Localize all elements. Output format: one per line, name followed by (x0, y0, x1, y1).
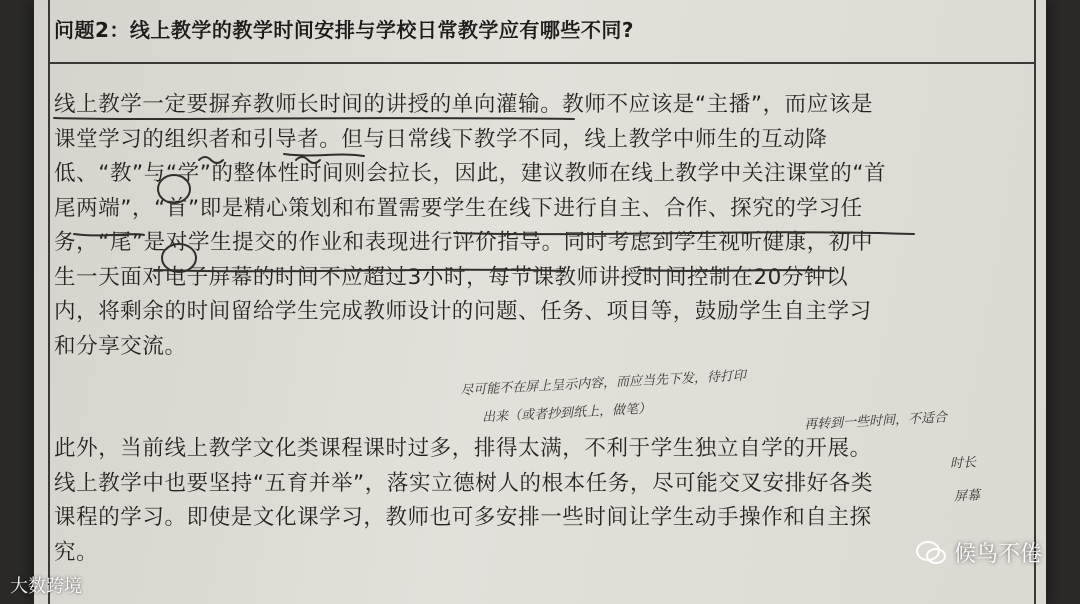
table-border-left (48, 0, 50, 604)
paper-page (34, 0, 1046, 604)
paragraph-1 (54, 88, 934, 364)
handwritten-note: 再转到一些时间，不适合 (803, 410, 948, 433)
text-line: 和分享交流。 (54, 333, 187, 359)
text-line: 线上教学中也要坚持“五育并举”，落实立德树人的根本任务，尽可能交叉安排好各类 (54, 470, 874, 496)
question-title: 问题2：线上教学的教学时间安排与学校日常教学应有哪些不同? (54, 18, 635, 42)
watermark-right (916, 537, 1042, 568)
handwritten-note: 出来（或者抄到纸上，做笔） (481, 401, 652, 426)
watermark-left-text: 大数跨境 (10, 576, 82, 597)
title-divider (48, 62, 1036, 64)
watermark-right-text: 候鸟不倦 (953, 542, 1042, 567)
text-line: 究。 (54, 539, 99, 565)
table-border-right (1034, 0, 1036, 604)
wechat-icon (916, 541, 946, 565)
handwritten-note: 屏幕 (953, 488, 981, 505)
text-line: 此外，当前线上教学文化类课程课时过多，排得太满，不利于学生独立自学的开展。 (54, 436, 872, 461)
text-line: 尾两端”，“首”即是精心策划和布置需要学生在线下进行自主、合作、探究的学习任 (54, 195, 863, 221)
text-line: 务，“尾”是对学生提交的作业和表现进行评价指导。同时考虑到学生视听健康，初中 (54, 230, 874, 255)
text-line: 生一天面对电子屏幕的时间不应超过3小时，每节课教师讲授时间控制在20分钟以 (54, 264, 849, 290)
text-line: 课堂学习的组织者和引导者。但与日常线下教学不同，线上教学中师生的互动降 (54, 126, 828, 152)
text-line: 课程的学习。即使是文化课学习，教师也可多安排一些时间让学生动手操作和自主探 (54, 505, 872, 530)
watermark-left (10, 572, 82, 598)
handwritten-note: 尽可能不在屏上呈示内容，而应当先下发，待打印 (459, 368, 747, 399)
text-line: 低、“教”与“学”的整体性时间则会拉长，因此，建议教师在线上教学中关注课堂的“首 (54, 161, 887, 186)
text-line: 内，将剩余的时间留给学生完成教师设计的问题、任务、项目等，鼓励学生自主学习 (54, 299, 872, 324)
text-line: 线上教学一定要摒弃教师长时间的讲授的单向灌输。教师不应该是“主播”，而应该是 (54, 92, 874, 117)
handwritten-note: 时长 (949, 455, 977, 472)
paragraph-2 (54, 432, 934, 570)
